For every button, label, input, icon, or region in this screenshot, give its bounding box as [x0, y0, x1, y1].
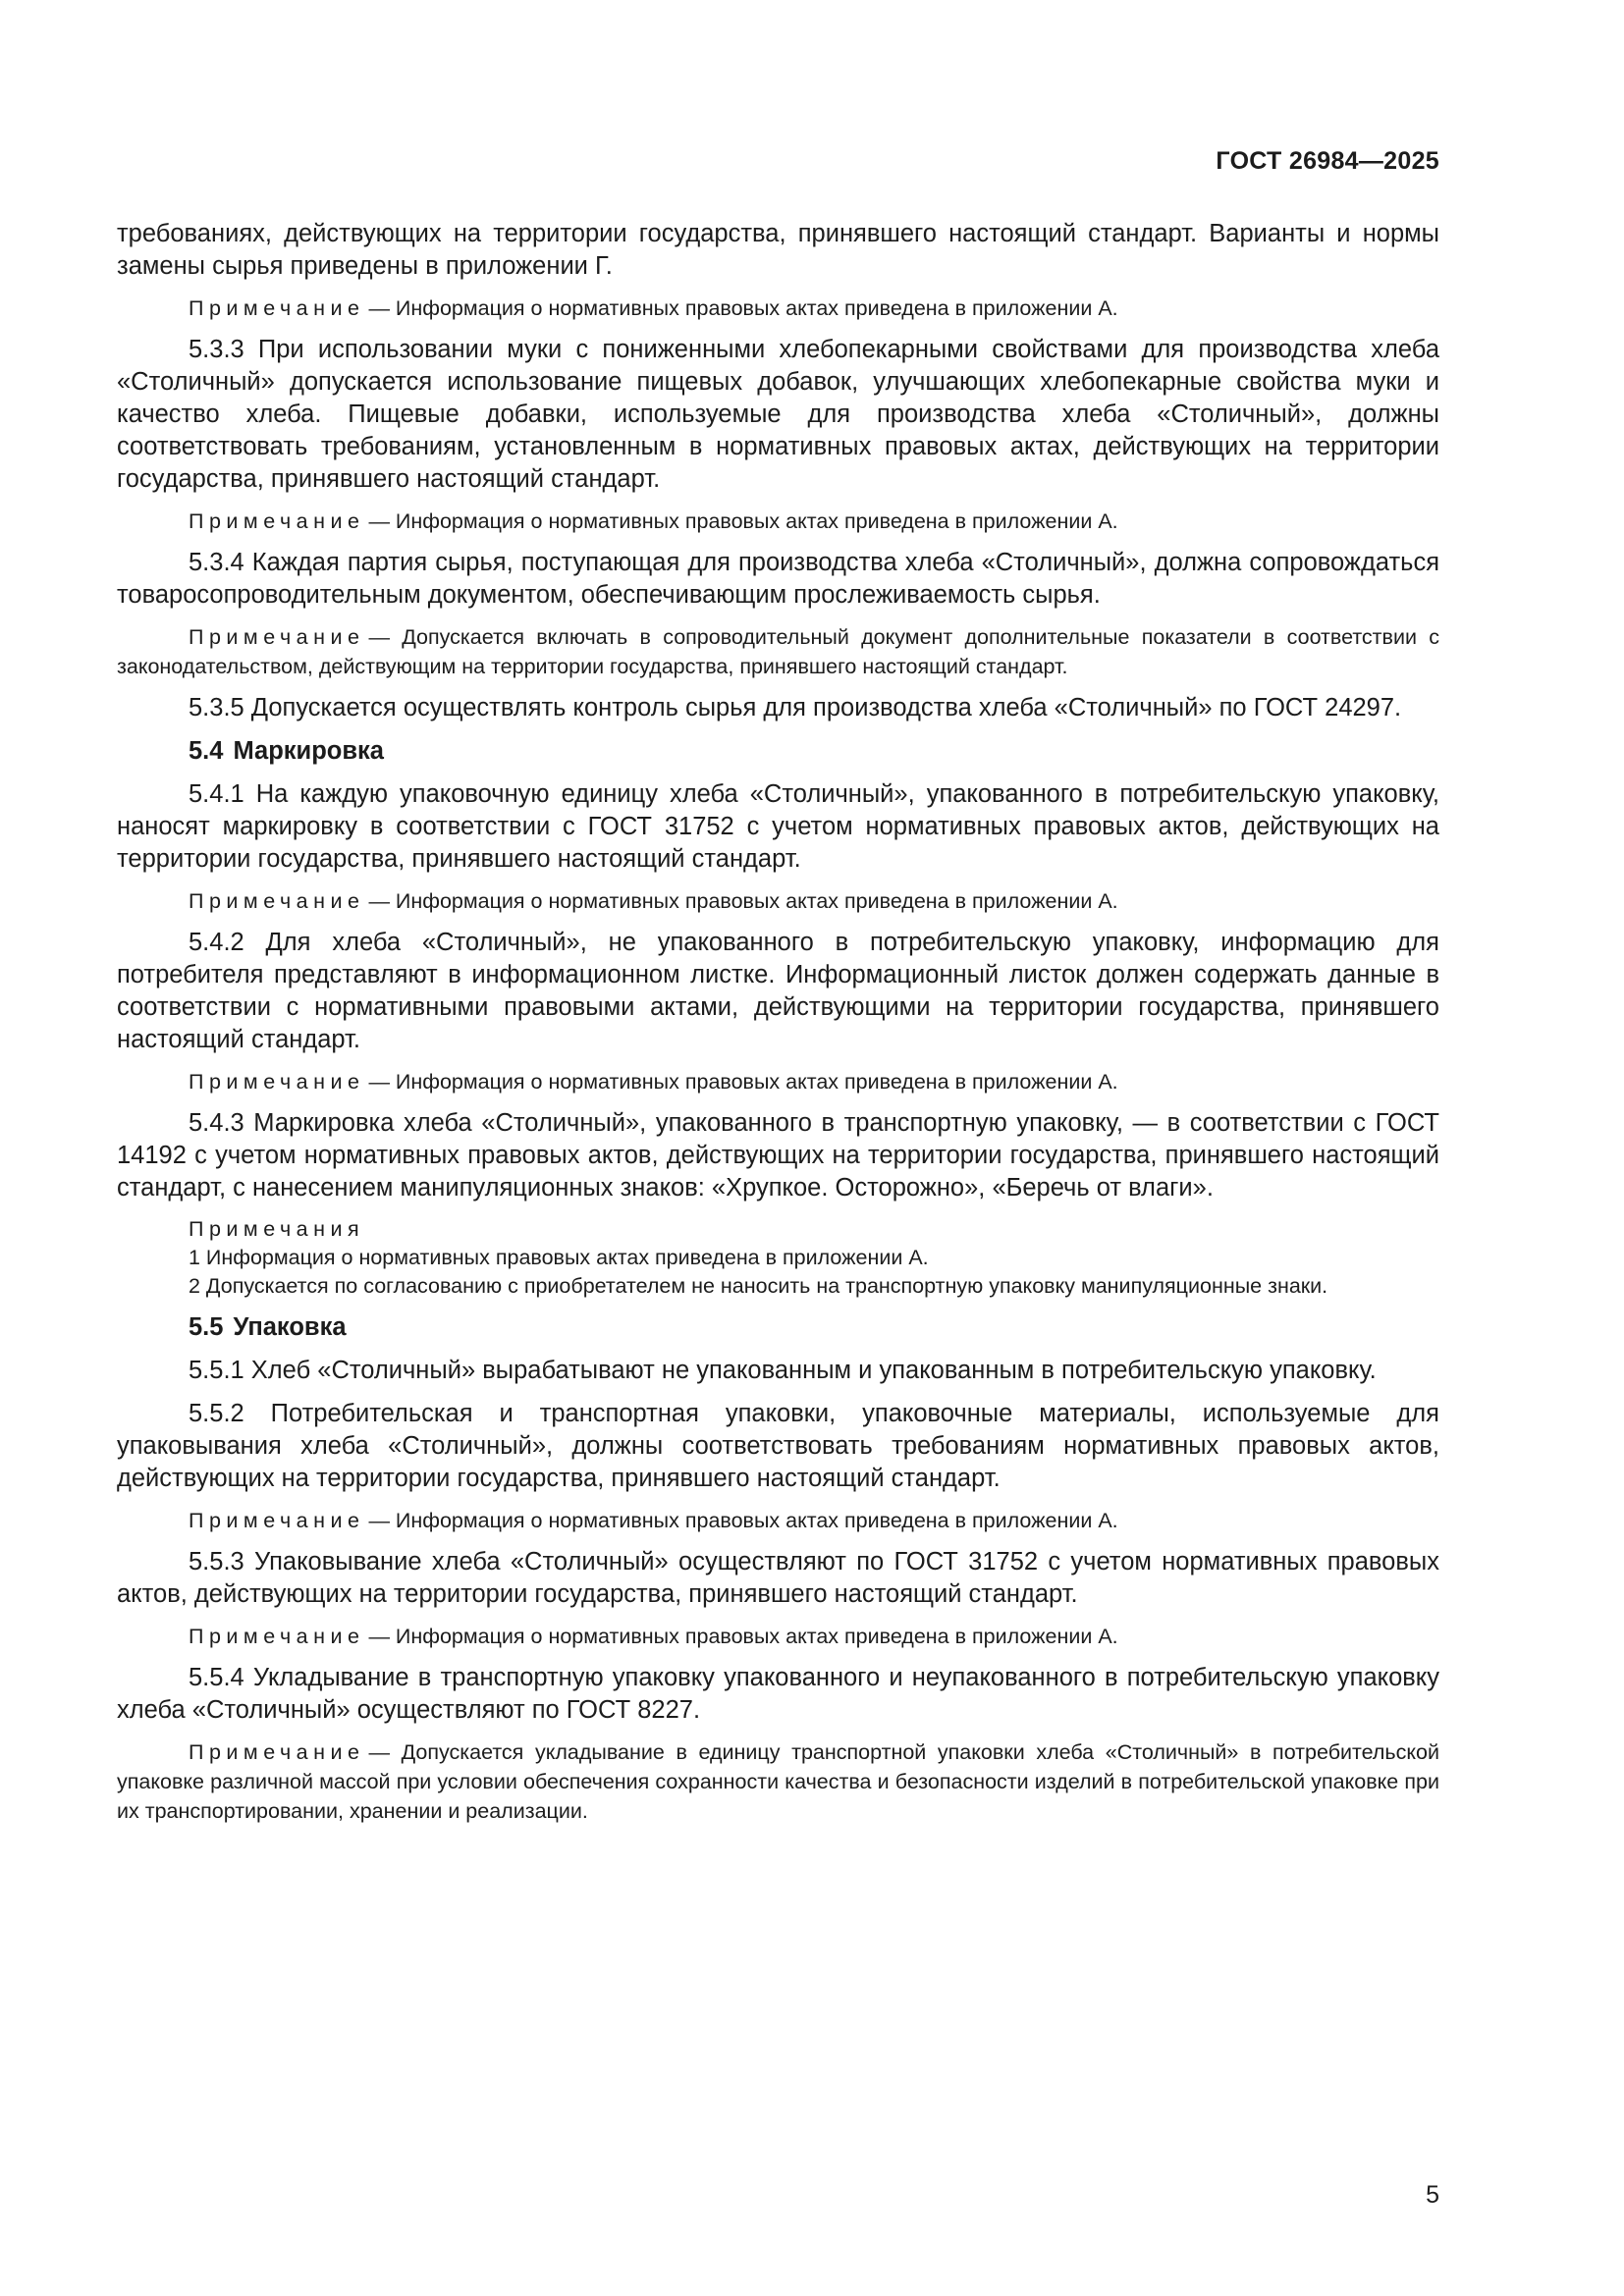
section-number: 5.4: [189, 737, 224, 765]
standard-designation: ГОСТ 26984—2025: [1216, 147, 1439, 175]
note: [117, 886, 1439, 916]
clause-paragraph: 5.5.1 Хлеб «Столичный» вырабатывают не упакованным и упакованным в потребительскую упаковку.: [189, 1357, 1377, 1384]
clause-paragraph: 5.3.4 Каждая партия сырья, поступающая для производства хлеба «Столичный», должна сопровождаться товаросопроводительным документом, обеспечивающим прослеживаемость сырья.: [117, 549, 1439, 609]
section-heading: [117, 1311, 1439, 1344]
note-item: 2 Допускается по согласованию с приобретателем не наносить на транспортную упаковку манипуляционные знаки.: [189, 1274, 1328, 1298]
clause-paragraph: 5.4.3 Маркировка хлеба «Столичный», упакованного в транспортную упаковку, — в соответствии с ГОСТ 14192 с учетом нормативных правовых актов, действующих на территории государства, принявшего настоящий стандарт, с нанесением манипуляционных знаков: «Хрупкое. Осторожно», «Беречь от влаги».: [117, 1109, 1439, 1201]
clause-paragraph: 5.4.2 Для хлеба «Столичный», не упакованного в потребительскую упаковку, информацию для потребителя представляют в информационном листке. Информационный листок должен содержать данные в соответствии с нормативными правовыми актами, действующими на территории государства, принявшего настоящий стандарт.: [117, 929, 1439, 1053]
note-text: — Информация о нормативных правовых актах приведена в приложении А.: [368, 1625, 1118, 1648]
section-title: Упаковка: [233, 1313, 347, 1341]
note: [117, 1737, 1439, 1826]
clause-paragraph: требованиях, действующих на территории государства, принявшего настоящий стандарт. Варианты и нормы замены сырья приведены в приложении Г.: [117, 220, 1439, 280]
notes-block: [117, 1215, 1439, 1301]
note-text: — Информация о нормативных правовых актах приведена в приложении А.: [368, 509, 1118, 533]
clause-paragraph: 5.5.2 Потребительская и транспортная упаковки, упаковочные материалы, используемые для упаковывания хлеба «Столичный», должны соответствовать требованиям нормативных правовых актов, действующих на территории государства, принявшего настоящий стандарт.: [117, 1400, 1439, 1492]
note-label: Примечание: [189, 1070, 365, 1094]
note-text: — Информация о нормативных правовых актах приведена в приложении А.: [368, 889, 1118, 913]
note-label: Примечание: [189, 1740, 365, 1764]
note-label: Примечание: [189, 296, 365, 320]
page-body: [117, 218, 1439, 1837]
note: [117, 1622, 1439, 1651]
note: [117, 622, 1439, 681]
note-label: Примечание: [189, 889, 365, 913]
note-label: Примечание: [189, 1509, 365, 1532]
page-number: 5: [1426, 2181, 1439, 2209]
note-text: — Информация о нормативных правовых актах приведена в приложении А.: [368, 1509, 1118, 1532]
note: [117, 294, 1439, 323]
clause-paragraph: 5.3.3 При использовании муки с пониженными хлебопекарными свойствами для производства хлеба «Столичный» допускается использование пищевых добавок, улучшающих хлебопекарные свойства муки и качество хлеба. Пищевые добавки, используемые для производства хлеба «Столичный», должны соответствовать требованиям, установленным в нормативных правовых актах, действующих на территории государства, принявшего настоящий стандарт.: [117, 336, 1439, 493]
section-number: 5.5: [189, 1313, 224, 1341]
note: [117, 507, 1439, 536]
note: [117, 1506, 1439, 1535]
note: [117, 1067, 1439, 1096]
clause-paragraph: 5.3.5 Допускается осуществлять контроль сырья для производства хлеба «Столичный» по ГОСТ 24297.: [189, 694, 1402, 721]
note-text: — Информация о нормативных правовых актах приведена в приложении А.: [368, 296, 1118, 320]
section-heading: [117, 735, 1439, 768]
note-text: — Допускается укладывание в единицу транспортной упаковки хлеба «Столичный» в потребительской упаковке различной массой при условии обеспечения сохранности качества и безопасности изделий в потребительской упаковке при их транспортировании, хранении и реализации.: [117, 1740, 1439, 1823]
note-label: Примечание: [189, 509, 365, 533]
note-text: — Информация о нормативных правовых актах приведена в приложении А.: [368, 1070, 1118, 1094]
clause-paragraph: 5.5.4 Укладывание в транспортную упаковку упакованного и неупакованного в потребительскую упаковку хлеба «Столичный» осуществляют по ГОСТ 8227.: [117, 1664, 1439, 1724]
note-label: Примечание: [189, 625, 365, 649]
clause-paragraph: 5.4.1 На каждую упаковочную единицу хлеба «Столичный», упакованного в потребительскую упаковку, наносят маркировку в соответствии с ГОСТ 31752 с учетом нормативных правовых актов, действующих на территории государства, принявшего настоящий стандарт.: [117, 780, 1439, 873]
section-title: Маркировка: [233, 737, 384, 765]
clause-paragraph: 5.5.3 Упаковывание хлеба «Столичный» осуществляют по ГОСТ 31752 с учетом нормативных правовых актов, действующих на территории государства, принявшего настоящий стандарт.: [117, 1548, 1439, 1608]
note-label: Примечание: [189, 1625, 365, 1648]
notes-label: Примечания: [189, 1217, 365, 1241]
note-text: — Допускается включать в сопроводительный документ дополнительные показатели в соответствии с законодательством, действующим на территории государства, принявшего настоящий стандарт.: [117, 625, 1439, 678]
note-item: 1 Информация о нормативных правовых актах приведена в приложении А.: [189, 1246, 929, 1269]
